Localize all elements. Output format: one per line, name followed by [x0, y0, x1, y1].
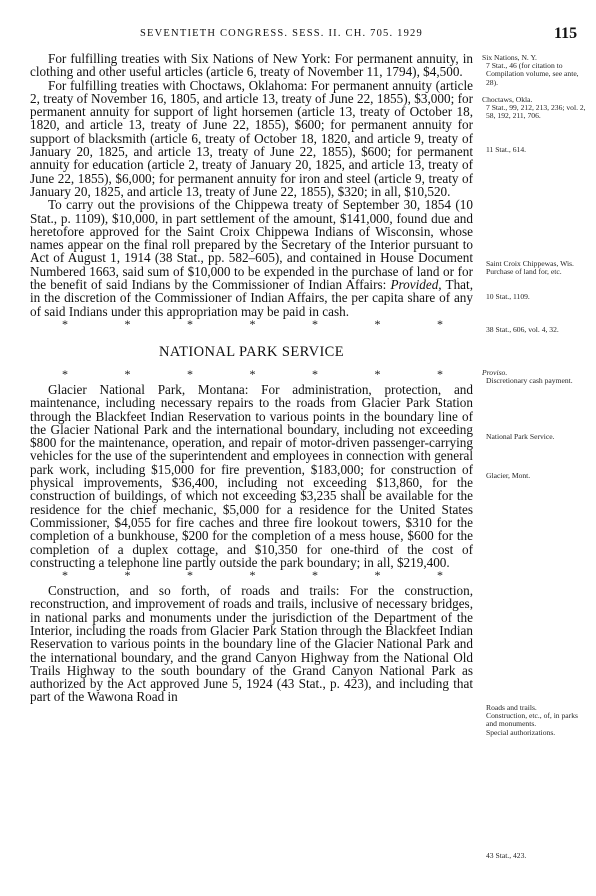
star-separator — [30, 316, 473, 331]
paragraph-roads: Construction, and so forth, of roads and trails: For the construction, reconstruction, and improvement of roads and trails, inclusive of necessary bridges, in national parks and monuments under the jurisdiction of the Department of the Interior, including the roads from Glacier Park Station through the Blackfeet Indian Reservation to various points in the boundary line of the Glacier National Park and the international boundary, and the grand Canyon Highway from the National Old Trails Highway to the south boundary of the Grand Canyon National Park as authorized by the Act approved June 5, 1924 (43 Stat., p. 423), and including that part of the Wawona Road in — [30, 583, 473, 705]
margin-note-glacier — [482, 472, 586, 480]
margin-note-choctaws — [482, 96, 586, 121]
paragraph-chippewa — [30, 198, 473, 318]
main-text — [30, 52, 473, 704]
star: * — [437, 316, 443, 331]
margin-note-roads — [482, 704, 586, 737]
note-subtitle: Discretionary cash payment. — [486, 376, 573, 386]
star: * — [124, 316, 131, 331]
section-heading: NATIONAL PARK SERVICE — [158, 343, 344, 360]
star: * — [374, 568, 381, 583]
star: * — [62, 366, 68, 381]
proviso-word: Provided, — [390, 277, 442, 293]
star: * — [62, 316, 68, 331]
star: * — [312, 568, 318, 583]
star: * — [187, 568, 193, 583]
star: * — [374, 366, 381, 381]
star: * — [249, 366, 256, 381]
note-citation: 7 Stat., 99, 212, 213, 236; vol. 2, 58, 192, 211, 706. — [486, 103, 586, 121]
proviso-label: Proviso. — [482, 368, 508, 377]
note-subtitle: Construction, etc., of, in parks and monuments. — [486, 711, 578, 729]
note-citation: 11 Stat., 614. — [486, 145, 527, 154]
star-separator — [30, 366, 473, 381]
star: * — [312, 366, 318, 381]
margin-note-stat-1109 — [482, 293, 586, 301]
star: * — [374, 316, 381, 331]
star: * — [124, 366, 131, 381]
paragraph-chippewa-proviso: That, in the discretion of the Commissioner of Indian Affairs, the per capita share of any of said Indians under this appropriation may be paid in cash. — [30, 277, 473, 319]
page-number: 115 — [554, 25, 578, 42]
paragraph-chippewa-text: To carry out the provisions of the Chippewa treaty of September 30, 1854 (10 Stat., p. 1109), $10,000, in part settlement of the amount, $141,000, found due and heretofore approved for the Saint Croix Chippewa Indians of Wisconsin, whose names appear on the final roll prepared by the Secretary of the Interior pursuant to Act of August 1, 1914 (38 Stat., pp. 582–605), and contained in House Document Numbered 1663, said sum of $10,000 to be expended in the purchase of land or for the benefit of said Indians by the Commissioner of Indian Affairs: — [30, 197, 473, 293]
running-head: SEVENTIETH CONGRESS. SESS. II. CH. 705. 1929 — [140, 28, 423, 39]
margin-note-saint-croix — [482, 260, 586, 276]
star-separator — [30, 570, 473, 581]
star: * — [124, 568, 131, 583]
star: * — [62, 568, 68, 583]
star: * — [249, 316, 256, 331]
page-header — [0, 24, 596, 48]
paragraph-glacier: Glacier National Park, Montana: For administration, protection, and maintenance, including necessary repairs to the roads from Glacier Park Station through the Blackfeet Indian Reservation to various points in the boundary line of the Glacier National Park and the international boundary, including not exceeding $800 for the maintenance, operation, and repair of motor-driven passenger-carrying vehicles for the use of the superintendent and employees in connection with general park work, including $15,000 for fire prevention, $183,000; for construction of physical improvements, $36,400, including not exceeding $13,860, for the construction of buildings, of which not exceeding $3,235 shall be available for the residence for the chief mechanic, $5,000 for a residence for the United States Commissioner, $4,055 for fire caches and three fire lookout towers, $310 for the completion of a bunkhouse, $200 for the completion of a mess house, $600 for the completion of a duplex cottage, and $10,350 for one-third of the cost of constructing a telephone line partly outside the park boundary; in all, $219,400. — [30, 381, 473, 570]
note-subtitle: Special authorizations. — [486, 727, 556, 737]
star: * — [312, 316, 318, 331]
paragraph-six-nations: For fulfilling treaties with Six Nations of New York: For permanent annuity, in clothing and other useful articles (article 6, treaty of November 11, 1794), $4,500. — [30, 51, 473, 80]
note-title: Glacier, Mont. — [486, 471, 531, 480]
star: * — [249, 568, 256, 583]
margin-note-six-nations — [482, 54, 586, 87]
margin-note-stat-606 — [482, 326, 586, 334]
star: * — [437, 568, 443, 583]
star: * — [187, 366, 193, 381]
star: * — [187, 316, 193, 331]
note-citation: 10 Stat., 1109. — [486, 292, 530, 301]
margin-note-stat-614 — [482, 146, 586, 154]
note-subtitle: Purchase of land for, etc. — [486, 267, 562, 277]
margin-note-proviso — [482, 369, 586, 385]
note-citation: 7 Stat., 46 (for citation to Compilation volume, see ante, 28). — [486, 61, 579, 87]
paragraph-choctaws: For fulfilling treaties with Choctaws, Oklahoma: For permanent annuity (article 2, treaty of November 16, 1805, and article 13, treaty of June 22, 1855), $3,000; for permanent annuity for support of light horsemen (article 13, treaty of October 18, 1820, and article 13, treaty of June 22, 1855), $600; for permanent annuity for support of blacksmith (article 6, treaty of October 18, 1820, and article 9, treaty of January 20, 1825, and article 13, treaty of June 22, 1855), $600; for permanent annuity for education (article 2, treaty of January 20, 1825, and article 13, treaty of June 22, 1855), $6,000; for permanent annuity for iron and steel (article 9, treaty of January 20, 1825, and article 13, treaty of June 22, 1855), $320; in all, $10,520. — [30, 77, 473, 199]
note-title: National Park Service. — [486, 432, 555, 441]
note-title: Roads and trails. — [486, 703, 537, 712]
note-title: Choctaws, Okla. — [482, 95, 533, 104]
note-title: Saint Croix Chippewas, Wis. — [486, 259, 574, 268]
note-citation: 38 Stat., 606, vol. 4, 32. — [486, 325, 559, 334]
star: * — [437, 366, 443, 381]
margin-note-nps — [482, 433, 586, 441]
note-citation: 43 Stat., 423. — [486, 851, 527, 860]
margin-note-stat-423 — [482, 852, 586, 860]
note-title: Six Nations, N. Y. — [482, 53, 537, 62]
